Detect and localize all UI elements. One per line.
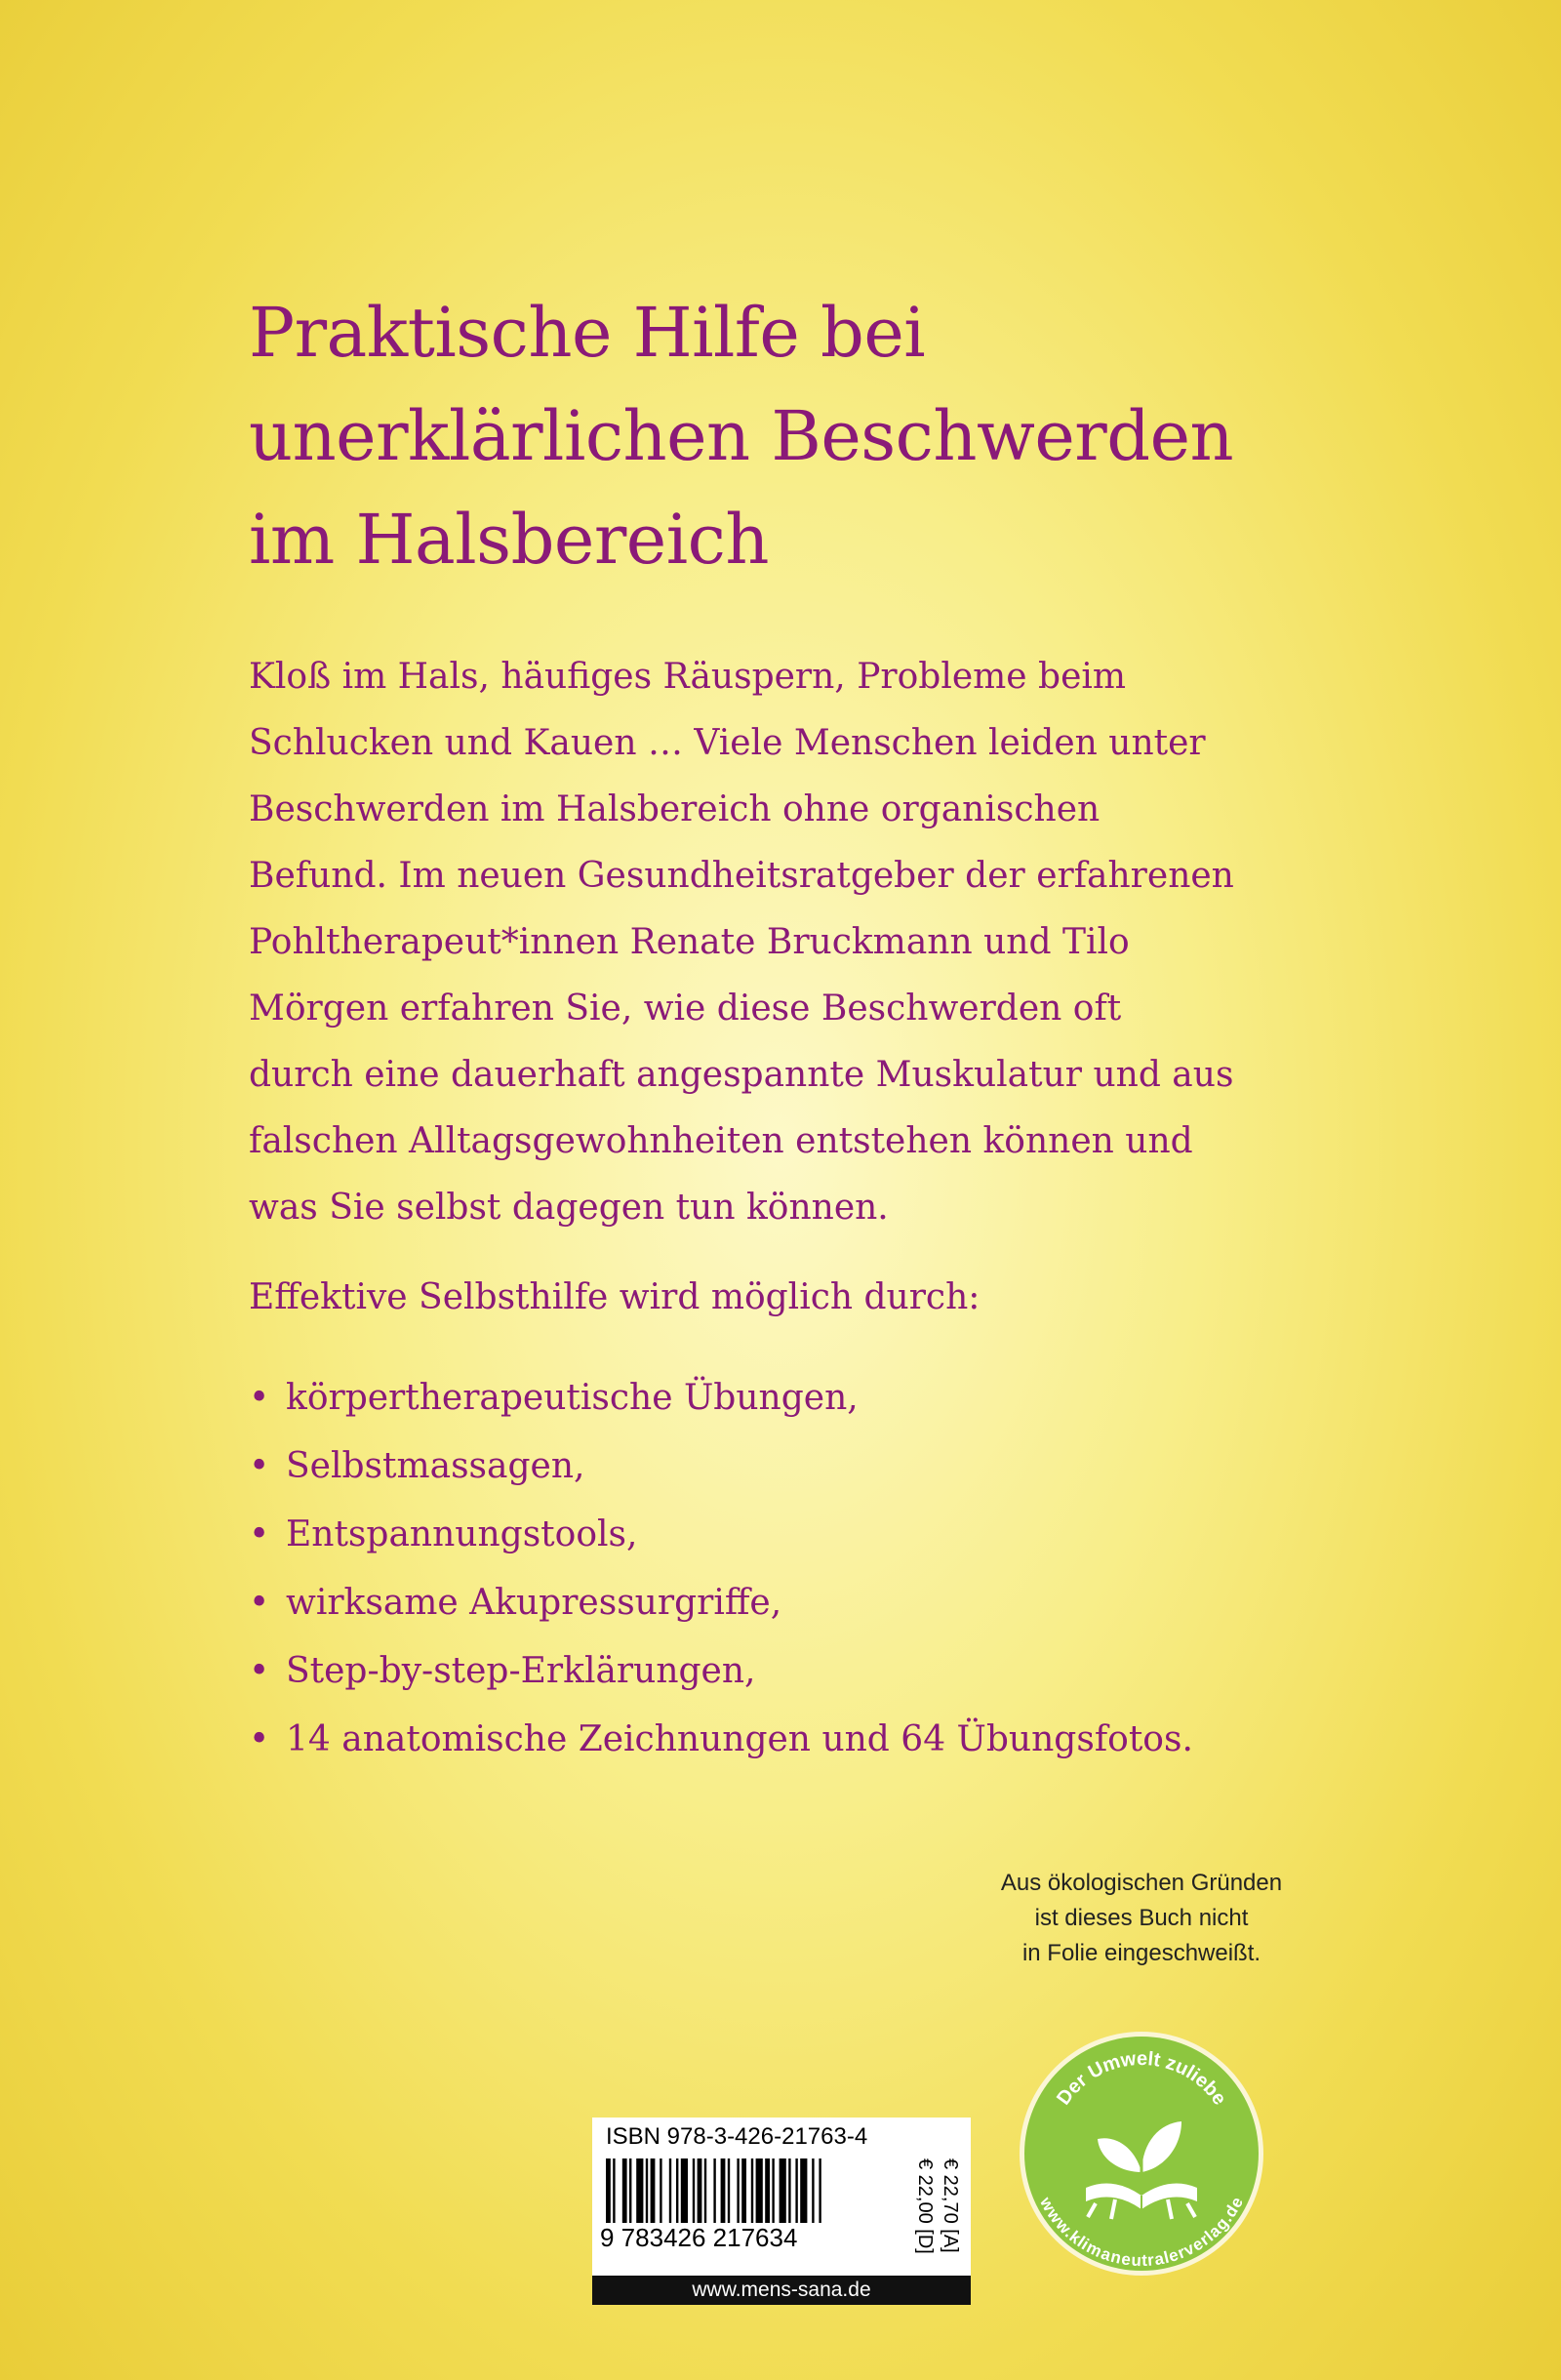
description-line: Mörgen erfahren Sie, wie diese Beschwerden oft — [249, 988, 1122, 1029]
barcode-bar — [741, 2158, 746, 2223]
description-line: Kloß im Hals, häufiges Räuspern, Probleme beim — [249, 657, 1127, 697]
barcode-bar — [651, 2158, 656, 2223]
description-line: Schlucken und Kauen … Viele Menschen leiden unter — [249, 723, 1206, 763]
heading-line: Praktische Hilfe bei — [249, 293, 926, 373]
eco-note-line: in Folie eingeschweißt. — [1021, 1940, 1261, 1966]
barcode-bar — [606, 2158, 611, 2223]
barcode-bar — [693, 2158, 695, 2223]
list-lead: Effektive Selbsthilfe wird möglich durch: — [249, 1277, 981, 1317]
barcode-bar — [756, 2158, 763, 2223]
description-line: Befund. Im neuen Gesundheitsratgeber der erfahrenen — [249, 856, 1234, 896]
barcode-label — [592, 2118, 971, 2276]
feature-item: • Step-by-step-Erklärungen, — [249, 1637, 1193, 1706]
barcode-bar — [737, 2158, 739, 2223]
description-paragraph — [249, 644, 1371, 1241]
barcode-bar — [800, 2158, 807, 2223]
eco-note — [937, 1866, 1346, 1971]
feature-item: • Entspannungstools, — [249, 1501, 1193, 1569]
barcode-bar — [788, 2158, 790, 2223]
barcode-bar — [681, 2158, 688, 2223]
barcode-bar — [704, 2158, 706, 2223]
badge-top-text: Der Umwelt zuliebe — [1053, 2047, 1231, 2110]
price-germany: € 22,00 [D] — [914, 2158, 936, 2254]
publisher-website: www.mens-sana.de — [592, 2276, 971, 2305]
barcode-bar — [765, 2158, 770, 2223]
description-line: Beschwerden im Halsbereich ohne organischen — [249, 789, 1101, 829]
price-austria: € 22,70 [A] — [940, 2158, 961, 2253]
barcode-icon — [606, 2158, 899, 2227]
feature-item: • 14 anatomische Zeichnungen und 64 Übungsfotos. — [249, 1706, 1193, 1774]
description-line: durch eine dauerhaft angespannte Muskulatur und aus — [249, 1055, 1234, 1095]
price-block — [906, 2158, 965, 2264]
barcode-bar — [676, 2158, 678, 2223]
barcode-bar — [812, 2158, 814, 2223]
eco-note-line: Aus ökologischen Gründen — [1000, 1870, 1283, 1896]
badge-bottom-text: www.klimaneutralerverlag.de — [1036, 2194, 1247, 2271]
heading-line: unerklärlichen Beschwerden — [249, 396, 1234, 476]
barcode-bar — [669, 2158, 671, 2223]
barcode-bar — [713, 2158, 715, 2223]
barcode-bar — [636, 2158, 643, 2223]
barcode-bar — [819, 2158, 821, 2223]
barcode-bar — [698, 2158, 702, 2223]
cover-heading — [249, 281, 1420, 591]
barcode-bar — [772, 2158, 774, 2223]
eco-note-line: ist dieses Buch nicht — [1034, 1905, 1249, 1931]
barcode-bar — [613, 2158, 615, 2223]
isbn-text: ISBN 978-3-426-21763-4 — [606, 2123, 868, 2150]
barcode-bar — [629, 2158, 631, 2223]
description-line: falschen Alltagsgewohnheiten entstehen können und — [249, 1121, 1193, 1161]
feature-item: • wirksame Akupressurgriffe, — [249, 1569, 1193, 1637]
barcode-bar — [622, 2158, 627, 2223]
barcode-bar — [795, 2158, 797, 2223]
barcode-bar — [660, 2158, 661, 2223]
feature-list — [249, 1364, 1193, 1774]
barcode-number: 9 783426 217634 — [600, 2223, 798, 2252]
eco-badge — [1018, 2030, 1265, 2278]
barcode-bar — [728, 2158, 730, 2223]
feature-item: • körpertherapeutische Übungen, — [249, 1364, 1193, 1432]
feature-item: • Selbstmassagen, — [249, 1432, 1193, 1501]
barcode-bar — [780, 2158, 786, 2223]
barcode-bar — [646, 2158, 648, 2223]
description-line: Pohltherapeut*innen Renate Bruckmann und Tilo — [249, 922, 1130, 962]
heading-line: im Halsbereich — [249, 500, 769, 580]
barcode-bar — [721, 2158, 726, 2223]
barcode-bar — [751, 2158, 753, 2223]
description-line: was Sie selbst dagegen tun können. — [249, 1188, 889, 1228]
